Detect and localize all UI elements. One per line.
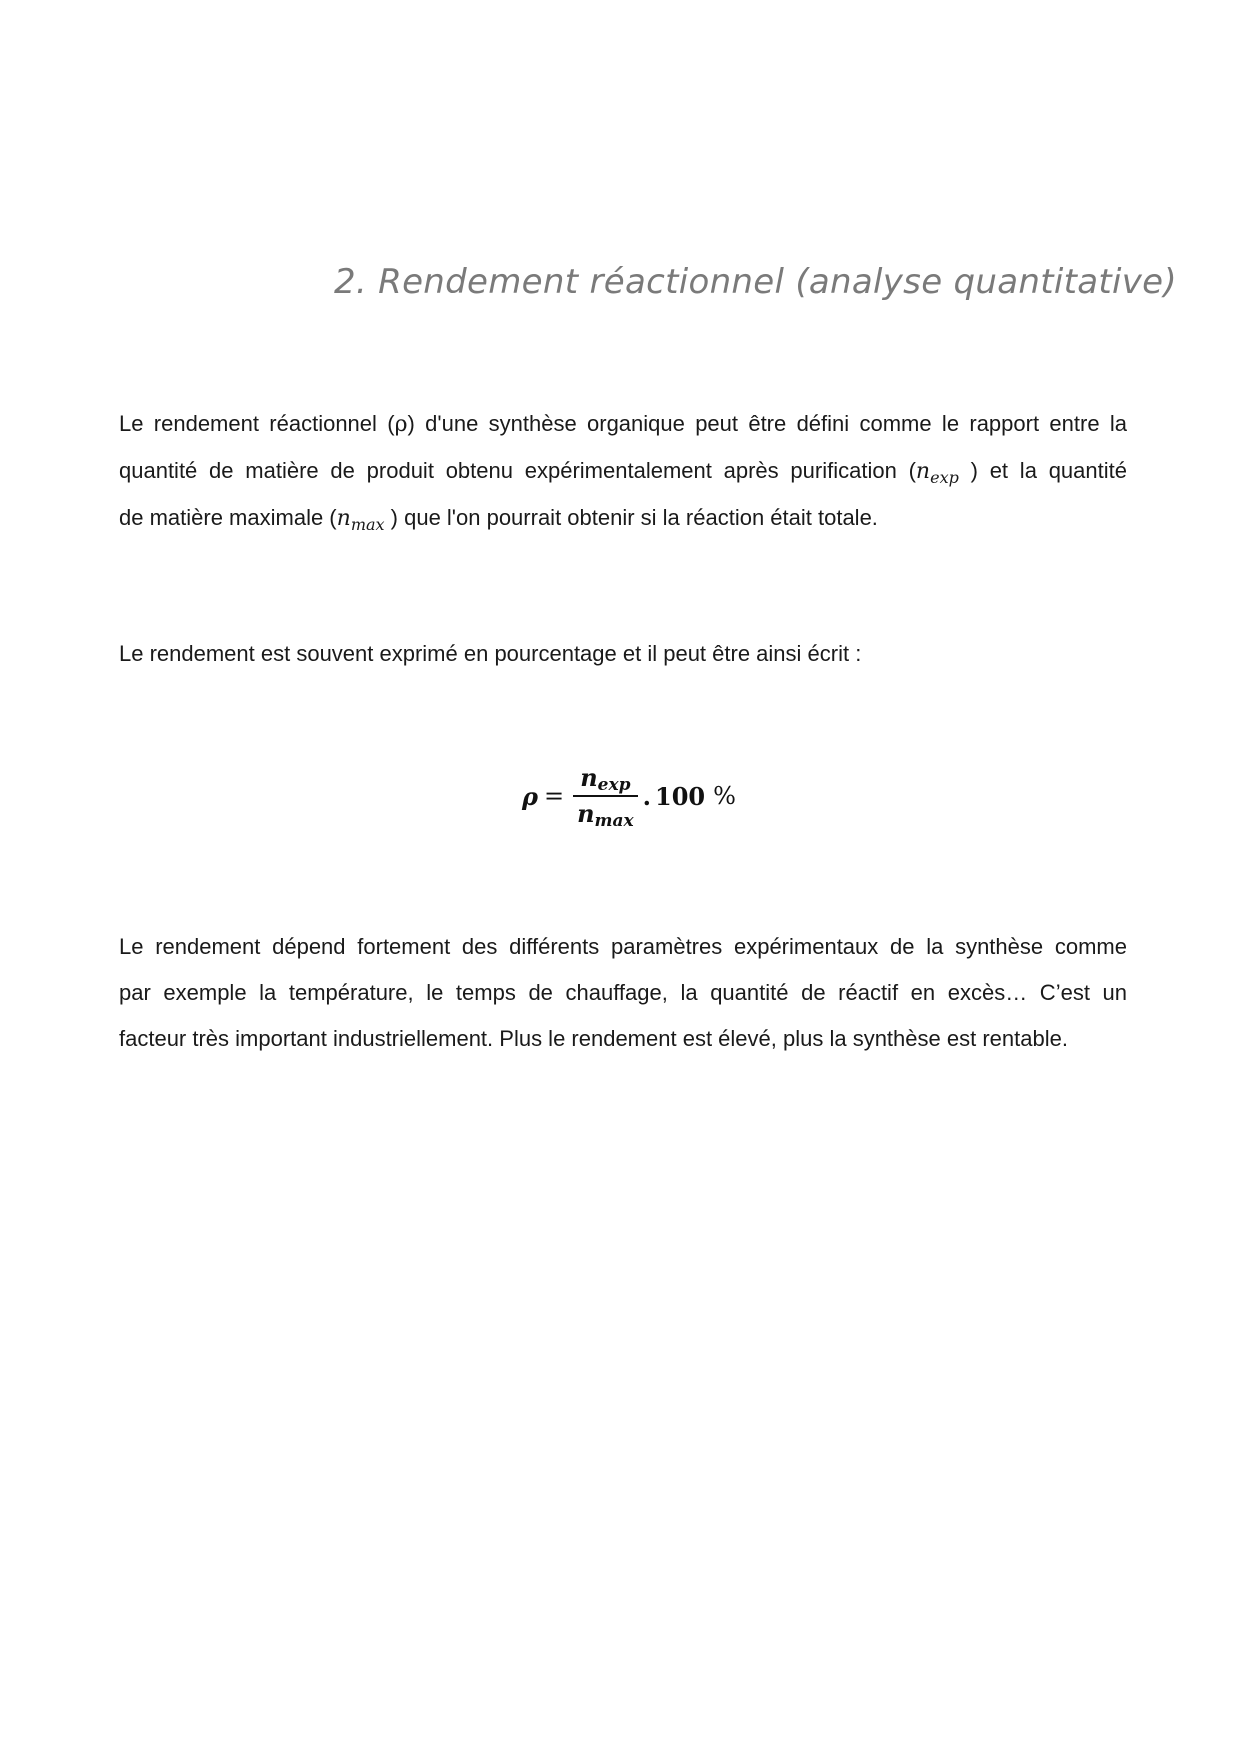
- formula-denominator: [573, 797, 638, 831]
- text-fragment: ) que l'on pourrait obtenir si la réaction était totale.: [384, 505, 878, 530]
- paragraph-definition-line-3: [119, 495, 1127, 542]
- paragraph-parameters-line-3: facteur très important industriellement. Plus le rendement est élevé, plus la synthèse est rentable.: [119, 1026, 1068, 1051]
- formula-equals: =: [543, 782, 565, 810]
- n-exp-base: n: [915, 459, 931, 484]
- section-heading: 2. Rendement réactionnel (analyse quantitative): [334, 262, 1177, 302]
- paragraph-parameters-line-2: par exemple la température, le temps de chauffage, la quantité de réactif en excès… C’est un: [119, 980, 1127, 1005]
- text-fragment: ) d'une synthèse organique peut être défini comme le rapport entre la: [407, 411, 1127, 436]
- n-max-base: n: [336, 506, 351, 531]
- rho-symbol: ρ: [394, 412, 408, 437]
- n-max-subscript: max: [350, 515, 385, 534]
- denominator-base: n: [577, 799, 595, 828]
- paragraph-percentage: [119, 631, 1127, 677]
- paragraph-definition: [119, 401, 1127, 542]
- paragraph-parameters-line-1: Le rendement dépend fortement des différents paramètres expérimentaux de la synthèse comme: [119, 934, 1127, 959]
- text-fragment: Le rendement réactionnel (: [119, 411, 395, 436]
- n-max-symbol: [336, 506, 385, 534]
- yield-formula: [522, 760, 736, 832]
- paragraph-parameters: [119, 924, 1127, 1062]
- text-fragment: quantité de matière de produit obtenu expérimentalement après purification (: [119, 458, 916, 483]
- formula-fraction: [573, 761, 638, 831]
- numerator-subscript: exp: [597, 775, 631, 795]
- formula-dot: .: [642, 781, 652, 811]
- paragraph-definition-line-1: [119, 401, 1127, 448]
- text-fragment: ) et la quantité: [958, 458, 1127, 483]
- formula-numerator: [576, 761, 634, 795]
- formula-factor: 100: [655, 781, 706, 811]
- paragraph-percentage-line: Le rendement est souvent exprimé en pourcentage et il peut être ainsi écrit :: [119, 641, 862, 666]
- formula-rho: ρ: [522, 781, 538, 811]
- numerator-base: n: [580, 763, 598, 792]
- paragraph-definition-line-2: [119, 448, 1127, 495]
- n-exp-subscript: exp: [930, 468, 959, 487]
- denominator-subscript: max: [594, 811, 634, 831]
- formula-unit: %: [713, 782, 736, 810]
- text-fragment: de matière maximale (: [119, 505, 337, 530]
- n-exp-symbol: [915, 459, 959, 487]
